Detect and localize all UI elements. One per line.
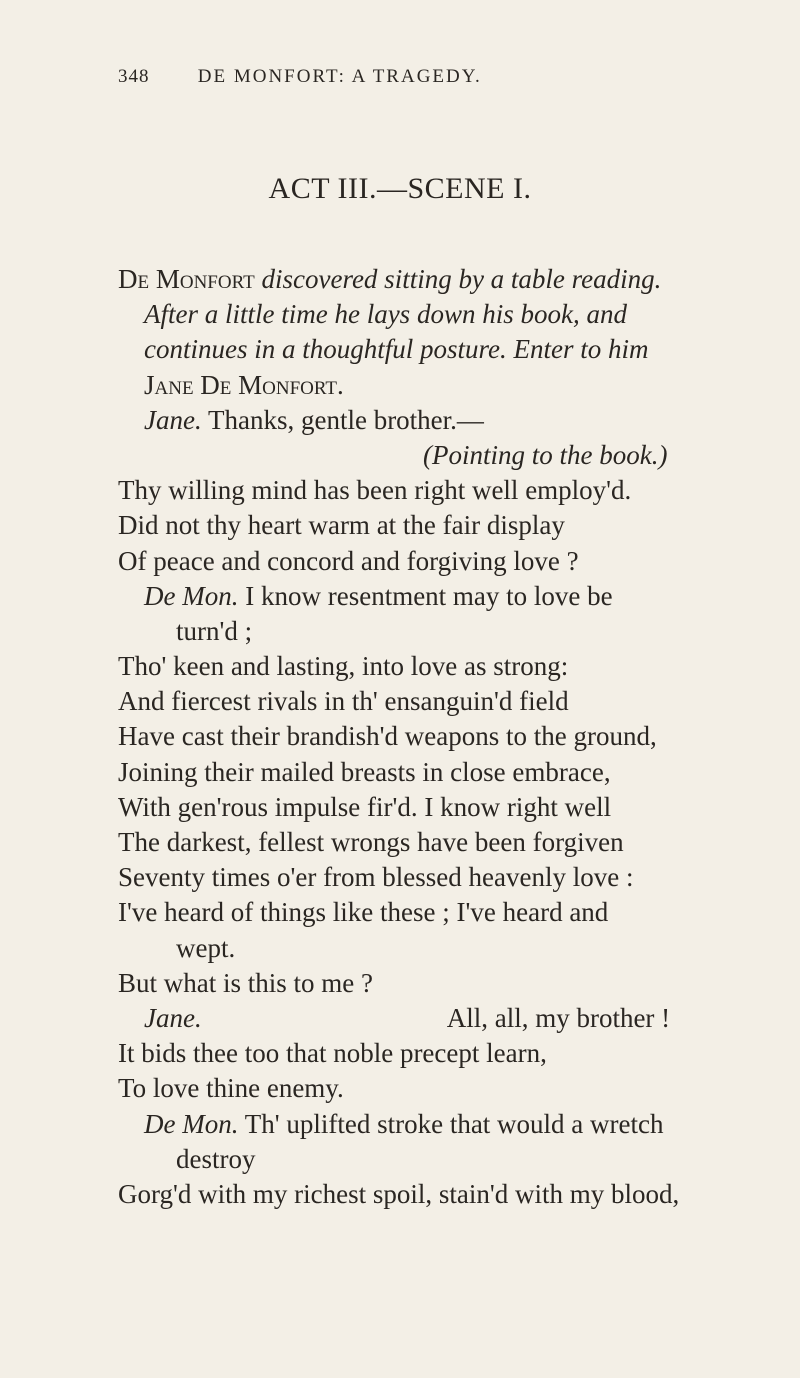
verse-line: Seventy times o'er from blessed heavenly love : — [118, 862, 634, 893]
verse-line — [118, 1107, 778, 1142]
page-number: 348 — [118, 66, 150, 87]
verse-line: destroy — [176, 1143, 256, 1174]
stage-direction — [118, 262, 778, 403]
verse-line: It bids thee too that noble precept learn, — [118, 1038, 547, 1069]
running-head: DE MONFORT: A TRAGEDY. — [197, 66, 482, 87]
verse-text: Th' uplifted stroke that would a wretch — [244, 1108, 664, 1139]
act-scene-title: ACT III.—SCENE I. — [268, 172, 532, 205]
verse-line: And fiercest rivals in th' ensanguin'd field — [118, 686, 569, 717]
verse-line: Did not thy heart warm at the fair display — [118, 510, 565, 541]
verse-line: Thy willing mind has been right well employ'd. — [118, 475, 632, 506]
stage-direction-text: discovered sitting by a table reading. — [261, 264, 662, 294]
verse-block — [118, 403, 778, 1212]
verse-line — [118, 403, 778, 438]
play-text — [118, 262, 778, 1212]
verse-line: Of peace and concord and forgiving love ? — [118, 545, 579, 576]
verse-line: With gen'rous impulse fir'd. I know right well — [118, 791, 612, 822]
speaker-name: Jane. — [144, 1002, 202, 1033]
verse-line: Have cast their brandish'd weapons to the ground, — [118, 721, 657, 752]
stage-direction-text: continues in a thoughtful posture. Enter to him — [144, 334, 649, 365]
verse-line: But what is this to me ? — [118, 967, 373, 998]
verse-line: Tho' keen and lasting, into love as strong: — [118, 651, 569, 682]
verse-line: The darkest, fellest wrongs have been forgiven — [118, 827, 624, 857]
verse-line: Gorg'd with my richest spoil, stain'd with my blood, — [118, 1178, 680, 1209]
verse-line: wept. — [176, 932, 236, 963]
character-name: Jane De Monfort. — [144, 369, 344, 400]
verse-text: All, all, my brother ! — [446, 1002, 671, 1033]
character-name: De Monfort — [118, 264, 255, 294]
verse-line — [118, 579, 778, 614]
stage-direction-text: After a little time he lays down his book, and — [144, 299, 627, 330]
page-header — [118, 66, 760, 88]
speaker-name: Jane. — [144, 404, 202, 435]
verse-line — [118, 1001, 778, 1036]
speaker-name: De Mon. — [144, 580, 239, 611]
verse-text: I know resentment may to love be — [245, 580, 613, 611]
speaker-name: De Mon. — [144, 1108, 239, 1139]
verse-line: turn'd ; — [176, 615, 253, 646]
verse-line: Joining their mailed breasts in close embrace, — [118, 756, 611, 787]
verse-line: I've heard of things like these ; I've heard and — [118, 897, 609, 928]
verse-text: Thanks, gentle brother.— — [207, 404, 484, 435]
stage-direction-inline: (Pointing to the book.) — [423, 439, 668, 470]
verse-line: To love thine enemy. — [118, 1073, 344, 1104]
